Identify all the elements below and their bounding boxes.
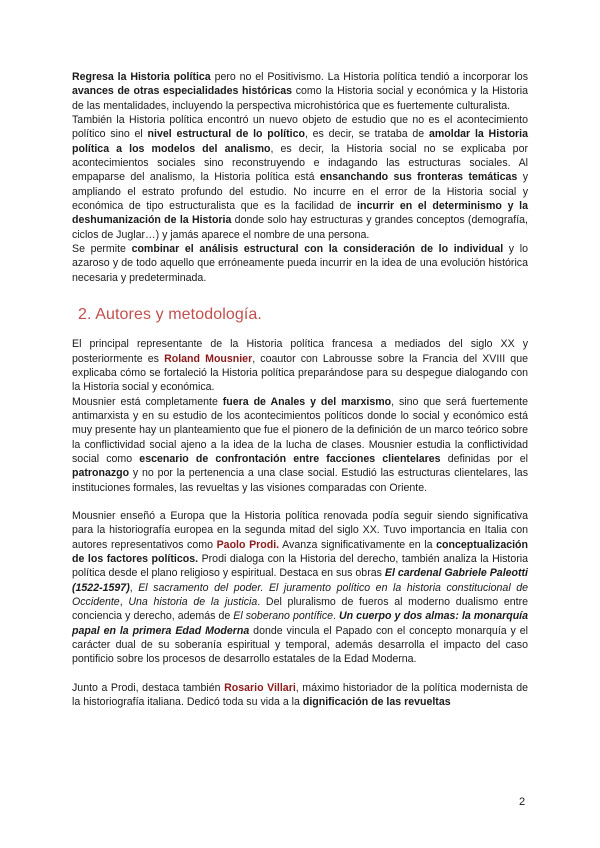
paragraph-7: Junto a Prodi, destaca también Rosario Villari, máximo historiador de la política modernista de la historiografía italiana. Dedicó toda su vida a la dignificación de las revueltas [72, 681, 528, 709]
paragraph-4: El principal representante de la Historia política francesa a mediados del siglo XX y posteriormente es Roland Mousnier, coautor con Labrousse sobre la Francia del XVIII que explicaba cómo se fortaleció la Historia política preparándose para su despegue dialogando con la Historia social y económica. [72, 338, 528, 394]
paragraph-5: Mousnier está completamente fuera de Anales y del marxismo, sino que será fuertemente antimarxista y en su estudio de los acontecimientos políticos donde lo social y económico está muy presente hay un planteamiento que fue el pionero de la definición de un marco teórico sobre la conflictividad social ajeno a la idea de la lucha de clases. Mousnier estudia la conflictividad social como escenario de confrontación entre facciones clientelares definidas por el patronazgo y no por la pertenencia a una clase social. Estudió las estructuras clientelares, las instituciones formales, las revueltas y las visiones comparadas con Oriente. [72, 395, 528, 494]
page-number: 2 [519, 796, 526, 808]
paragraph-1: Regresa la Historia política pero no el Positivismo. La Historia política tendió a incorporar los avances de otras especialidades históricas como la Historia social y económica y la Historia de las mentalidades, incluyendo la perspectiva microhistórica que es fuertemente culturalista. [72, 71, 528, 112]
spacer [72, 667, 528, 681]
spacer [72, 495, 528, 509]
author-name: Rosario Villari [224, 681, 296, 694]
paragraph-3: Se permite combinar el análisis estructural con la consideración de lo individual y lo azaroso y de todo aquello que erróneamente pueda incurrir en la idea de una evolución histórica necesaria y predeterminada. [72, 243, 528, 284]
section-heading: 2. Autores y metodología. [78, 306, 262, 324]
paragraph-2: También la Historia política encontró un nuevo objeto de estudio que no es el acontecimiento político sino el nivel estructural de lo político, es decir, se trataba de amoldar la Historia política a los modelos del analismo, es decir, la Historia social no se explicaba por acontecimientos sociales sino reconstruyendo e indagando las estructuras sociales. Al empaparse del analismo, la Historia política está ensanchando sus fronteras temáticas y ampliando el estrato profundo del estudio. No incurre en el error de la Historia social y económica de tipo estructuralista que es la facilidad de incurrir en el determinismo y la deshumanización de la Historia donde solo hay estructuras y grandes conceptos (demografía, ciclos de Juglar…) y jamás aparece el nombre de una persona. [72, 114, 529, 241]
paragraph-6: Mousnier enseñó a Europa que la Historia política renovada podía seguir siendo significativa para la historiografía europea en la segunda mitad del siglo XX. Tuvo importancia en Italia con autores representativos como Paolo Prodi. Avanza significativamente en la conceptualización de los factores políticos. Prodi dialoga con la Historia del derecho, también analiza la Historia política desde el plano religioso y espiritual. Destaca en sus obras El cardenal Gabriele Paleotti (1522-1597), El sacramento del poder. El juramento político en la historia constitucional de Occidente, Una historia de la justicia. Del pluralismo de fueros al moderno dualismo entre conciencia y derecho, además de El soberano pontífice. Un cuerpo y dos almas: la monarquía papal en la primera Edad Moderna donde vincula el Papado con el concepto monarquía y el carácter dual de su soberanía espiritual y temporal, además desarrolla el impacto del caso pontificio sobre los procesos de desarrollo estatales de la Edad Moderna. [72, 509, 529, 666]
document-body [72, 70, 528, 709]
author-name: Paolo Prodi. [216, 538, 280, 551]
author-name: Roland Mousnier [164, 352, 253, 365]
